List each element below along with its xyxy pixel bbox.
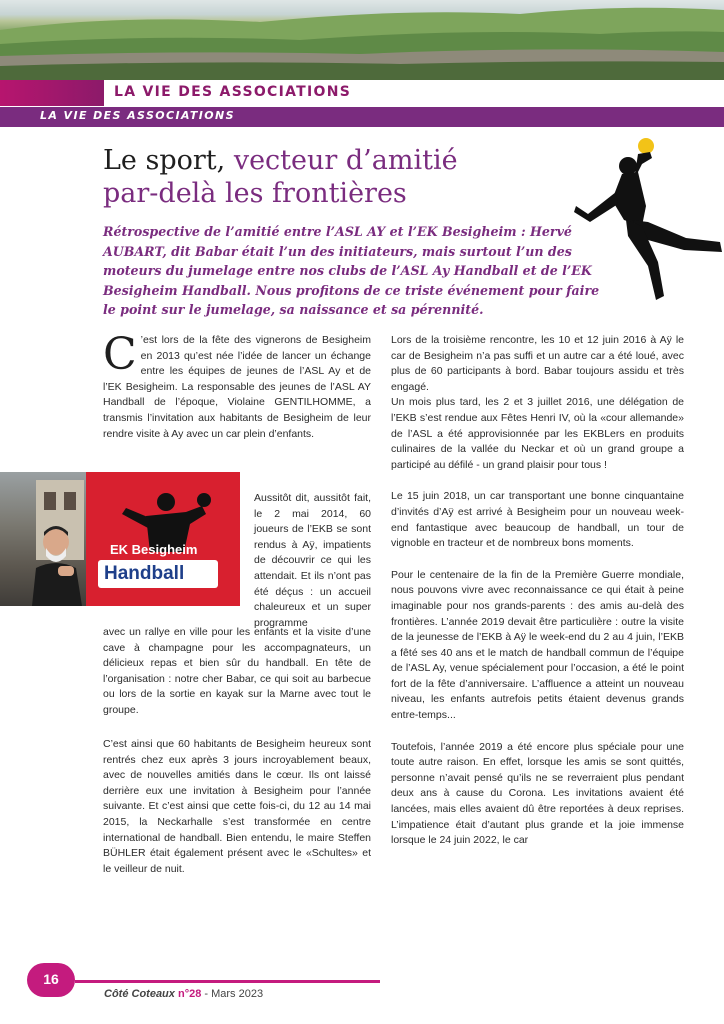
club-logo-text: EK Besigheim bbox=[110, 542, 198, 557]
title-part1: Le sport, bbox=[103, 145, 226, 176]
title-part2: vecteur d’amitié bbox=[233, 145, 458, 176]
section-title: LA VIE DES ASSOCIATIONS bbox=[114, 84, 352, 100]
article-title bbox=[103, 144, 458, 210]
photo-window bbox=[64, 492, 76, 510]
footer-publication bbox=[104, 988, 263, 1000]
page-number-badge bbox=[27, 963, 75, 997]
column-2-paragraph-3: Le 15 juin 2018, un car transportant une bonne cinquantaine d’invités d’Aÿ est arrivé à Besigheim pour un nouveau week-end fantastique avec beaucoup de handball, un tour de vignoble en tracteur et de nombreux bons moments. bbox=[391, 490, 684, 550]
section-color-block bbox=[0, 80, 104, 106]
column-1-paragraph-1 bbox=[103, 329, 371, 442]
paragraph-text: ’est lors de la fête des vignerons de Besigheim en 2013 qu’est née l’idée de lancer un échange entre les équipes de jeunes de l’ASL Ay et de l’EK Besigheim. La responsable des jeunes de l’ASL AY Handball de l’époque, Violaine GENTILHOMME, a transmis l’invitation aux habitants de Besigheim de leur rendre visite à Ay avec un car plein d’enfants. bbox=[103, 334, 371, 440]
column-2 bbox=[391, 333, 684, 865]
handball-banner bbox=[98, 560, 218, 588]
page-number: 16 bbox=[43, 971, 59, 987]
article-intro: Rétrospective de l’amitié entre l’ASL AY et l’EK Besigheim : Hervé AUBART, dit Babar était l’un des initiateurs, mais surtout l’un des moteurs du jumelage entre nos clubs de l’ASL Ay Handball et de l’EK Besigheim Handball. Nous profitons de ce triste événement pour faire le point sur le jumelage, sa naissance et sa pérennité. bbox=[103, 224, 600, 317]
footer-rule bbox=[75, 980, 380, 983]
handball-banner-text: Handball bbox=[104, 563, 185, 584]
column-1-paragraph-2b: avec un rallye en ville pour les enfants et la visite d’une cave à champagne pour les accompagnateurs, un délicieux repas et bien sûr du handball. En tête de l’organisation : notre cher Babar, ce qui soit au barbecue ou lors de la sortie en kayak sur la Marne avec tout le groupe. bbox=[103, 626, 371, 716]
team-photo bbox=[0, 472, 240, 606]
section-bar bbox=[0, 107, 724, 127]
drop-cap: C bbox=[103, 329, 137, 380]
column-1-paragraph-2a: Aussitôt dit, aussitôt fait, le 2 mai 2014, 60 joueurs de l’EKB se sont rendus à Aÿ, impatients de découvrir ce qui les attendait. Et ils n’ont pas été déçus : un accueil chaleureux et un super programme bbox=[254, 492, 371, 629]
photo-person bbox=[28, 516, 86, 606]
paragraph-text: Un mois plus tard, les 2 et 3 juillet 2016, une délégation de l’EKB s’est rendue aux Fêtes Henri IV, où la «cour allemande» de l’ASL a été approvisionnée par les EKBLers en produits culinaires de la vallée du Neckar et où un grand groupe a participé au défilé - un grand plaisir pour tous ! bbox=[391, 396, 684, 471]
section-bar-label: LA VIE DES ASSOCIATIONS bbox=[40, 109, 235, 122]
issue-number: n°28 bbox=[177, 988, 202, 1000]
ball-icon bbox=[638, 138, 654, 154]
header-landscape-photo bbox=[0, 0, 724, 80]
column-2-paragraph-5: Toutefois, l’année 2019 a été encore plus spéciale pour une toute autre raison. En effet, lorsque les amis se sont quittés, personne n’avait pensé qu’ils ne se reverraient plus pendant deux ans à cause du Corona. Les invitations avaient été lancées, mais elles avaient dû être reportées à deux reprises. L’impatience était d’autant plus grande et la joie immense lorsque le 24 juin 2022, le car bbox=[391, 740, 684, 847]
issue-date: - Mars 2023 bbox=[204, 988, 264, 1000]
column-2-paragraph-1 bbox=[391, 333, 684, 473]
column-1-paragraph-3: C’est ainsi que 60 habitants de Besigheim heureux sont rentrés chez eux après 3 jours incroyablement beaux, avec de nouvelles amitiés dans le cœur. Ils ont laissé derrière eux une invitation à Besigheim pour l’année suivante. Et c’est ainsi que cette fois-ci, du 12 au 14 mai 2015, la Neckarhalle s’est transformée en centre international de handball. Bien entendu, le maire Steffen BÜHLER était également présent avec le «Schultes» et le veilleur de nuit. bbox=[103, 738, 371, 875]
column-2-paragraph-4: Pour le centenaire de la fin de la Première Guerre mondiale, nous pouvons vivre avec reconnaissance ce qui était à peine imaginable pour nos grands-parents : des amis au-delà des frontières. L’année 2019 devait être particulière : outre la visite de la jeunesse de l’EKB à Aÿ le week-end du 2 au 4 juin, l’EKB a fêté ses 40 ans et le match de handball commun de l’équipe de l’ASL Ay, venue spécialement pour l’occasion, a été le point fort de la fête d’anniversaire. L’affluence a atteint un nouveau niveau, les enfants autrefois petits étaient devenus grands entre-temps... bbox=[391, 568, 684, 722]
photo-window bbox=[44, 492, 56, 510]
section-header bbox=[0, 80, 724, 106]
paragraph-text: Lors de la troisième rencontre, les 10 et 12 juin 2016 à Aÿ le car de Besigheim n’a pas suffi et un autre car a été loué, avec plus de 60 participants à bord. Babar toujours assidu et très engagé. bbox=[391, 334, 684, 393]
magazine-name: Côté Coteaux bbox=[104, 988, 175, 1000]
title-line2: par-delà les frontières bbox=[103, 178, 407, 209]
